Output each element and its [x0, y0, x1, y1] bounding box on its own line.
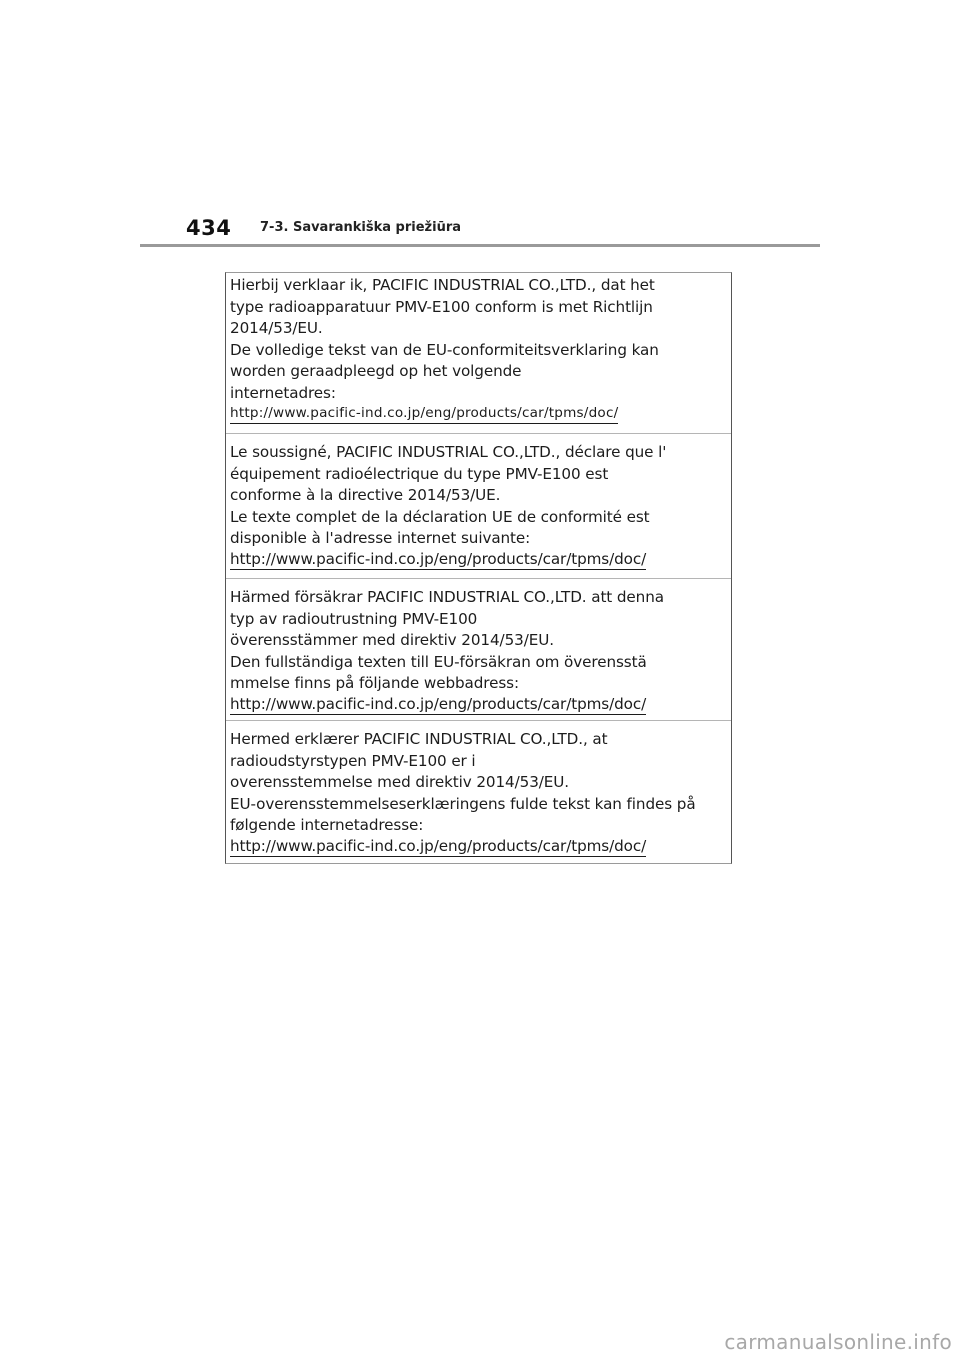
declaration-line: følgende internetadresse: [230, 816, 424, 834]
declaration-line: Le soussigné, PACIFIC INDUSTRIAL CO.,LTD., déclare que l' [230, 443, 667, 461]
declaration-dutch [226, 273, 731, 433]
declaration-line: EU-overensstemmelseserklæringens fulde tekst kan findes på [230, 794, 696, 813]
declaration-line: Härmed försäkrar PACIFIC INDUSTRIAL CO.,LTD. att denna [230, 588, 664, 606]
declaration-line: type radioapparatuur PMV-E100 conform is met Richtlijn [230, 297, 653, 316]
watermark: carmanualsonline.info [724, 1330, 952, 1354]
declaration-line: Den fullständiga texten till EU-försäkran om överensstä [230, 652, 647, 671]
declaration-line: Le texte complet de la déclaration UE de conformité est [230, 507, 650, 526]
declaration-line: radioudstyrstypen PMV-E100 er i [230, 751, 476, 770]
declaration-line: typ av radioutrustning PMV-E100 [230, 609, 478, 628]
declaration-url-link[interactable]: http://www.pacific-ind.co.jp/eng/products/car/tpms/doc/ [230, 694, 647, 713]
declaration-line: De volledige tekst van de EU-conformiteitsverklaring kan [230, 340, 659, 359]
declaration-french [226, 433, 731, 578]
declaration-url-link[interactable]: http://www.pacific-ind.co.jp/eng/products/car/tpms/doc/ [230, 836, 647, 855]
declaration-line: équipement radioélectrique du type PMV-E100 est [230, 464, 609, 483]
declaration-swedish [226, 578, 731, 720]
header-divider [140, 244, 820, 247]
declaration-line: mmelse finns på följande webbadress: [230, 674, 519, 692]
section-title: 7-3. Savarankiška priežiūra [260, 220, 462, 235]
declaration-line: overensstemmelse med direktiv 2014/53/EU. [230, 773, 570, 791]
declaration-url-link[interactable]: http://www.pacific-ind.co.jp/eng/products/car/tpms/doc/ [230, 404, 618, 424]
eu-declaration-box [225, 272, 732, 864]
declaration-line: Hierbij verklaar ik, PACIFIC INDUSTRIAL CO.,LTD., dat het [230, 276, 655, 294]
declaration-line: Hermed erklærer PACIFIC INDUSTRIAL CO.,LTD., at [230, 730, 608, 748]
declaration-line: internetadres: [230, 383, 336, 402]
page-number: 434 [186, 216, 232, 240]
declaration-line: överensstämmer med direktiv 2014/53/EU. [230, 631, 554, 649]
declaration-danish [226, 720, 731, 863]
declaration-line: conforme à la directive 2014/53/UE. [230, 486, 501, 504]
page-header [186, 216, 826, 242]
declaration-url-link[interactable]: http://www.pacific-ind.co.jp/eng/products/car/tpms/doc/ [230, 549, 647, 568]
declaration-line: 2014/53/EU. [230, 319, 323, 337]
declaration-line: worden geraadpleegd op het volgende [230, 362, 522, 380]
declaration-line: disponible à l'adresse internet suivante: [230, 529, 531, 547]
